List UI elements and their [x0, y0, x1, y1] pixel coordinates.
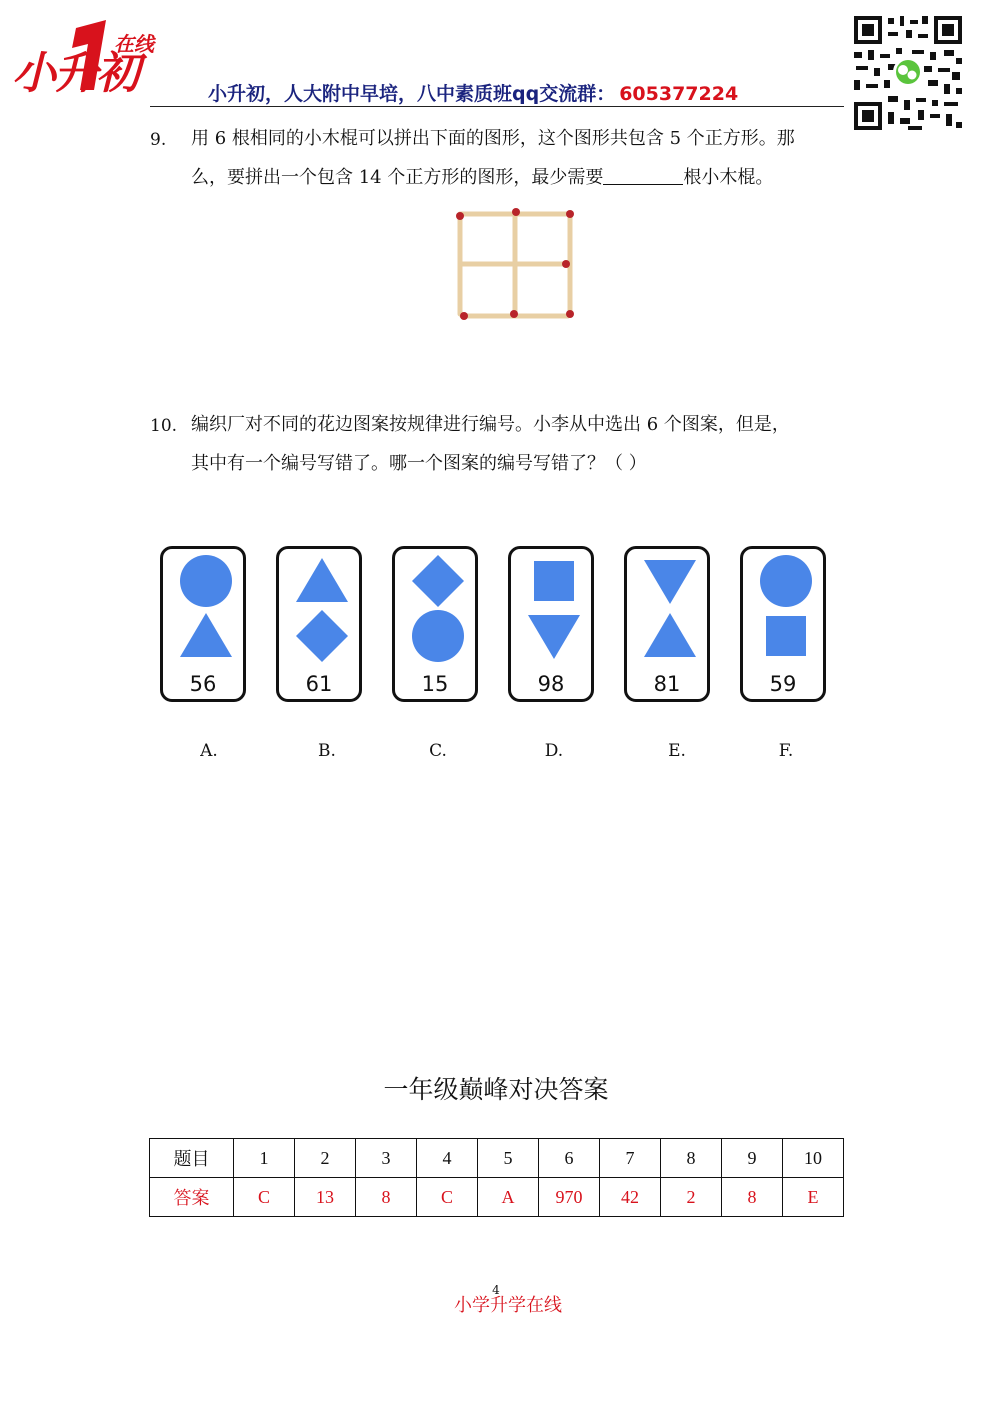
question-10-number: 10. [150, 416, 178, 436]
question-9-line-2-end: 根小木棍。 [683, 167, 774, 188]
option-label-e: E. [668, 741, 686, 761]
question-9-number: 9. [150, 130, 167, 150]
circle-shape [180, 555, 232, 607]
answer-blank[interactable] [603, 166, 683, 185]
question-cell: 5 [478, 1139, 539, 1178]
pattern-card[interactable] [508, 546, 594, 702]
header-divider [150, 106, 844, 107]
triangle-up-shape [644, 613, 696, 657]
card-code: 98 [537, 672, 565, 696]
card-shapes [511, 549, 591, 669]
triangle-up-shape [180, 613, 232, 657]
card-shapes [163, 549, 243, 669]
row-label-question: 题目 [150, 1139, 234, 1178]
option-label-a: A. [200, 741, 218, 761]
pattern-card[interactable] [160, 546, 246, 702]
question-cell: 2 [295, 1139, 356, 1178]
question-cell: 9 [722, 1139, 783, 1178]
pattern-card[interactable] [392, 546, 478, 702]
circle-shape [412, 610, 464, 662]
triangle-down-shape [528, 615, 580, 659]
question-cell: 3 [356, 1139, 417, 1178]
answer-cell: 8 [356, 1178, 417, 1217]
triangle-up-shape [296, 558, 348, 602]
answer-cell: C [417, 1178, 478, 1217]
answer-cell: A [478, 1178, 539, 1217]
answer-cell: 13 [295, 1178, 356, 1217]
question-9-line-2 [191, 166, 773, 190]
square-shape [766, 616, 806, 656]
option-label-f: F. [778, 741, 794, 761]
pattern-card[interactable] [276, 546, 362, 702]
card-code: 61 [305, 672, 333, 696]
option-label-b: B. [318, 741, 336, 761]
question-cell: 7 [600, 1139, 661, 1178]
card-shapes [279, 549, 359, 669]
card-shapes [627, 549, 707, 669]
table-row-answers [150, 1178, 844, 1217]
card-code: 59 [769, 672, 797, 696]
matchstick-figure [450, 202, 580, 326]
answer-cell: 8 [722, 1178, 783, 1217]
pattern-card[interactable] [740, 546, 826, 702]
answer-cell: E [783, 1178, 844, 1217]
answer-cell: 970 [539, 1178, 600, 1217]
card-code: 15 [421, 672, 449, 696]
question-cell: 1 [234, 1139, 295, 1178]
square-shape [534, 561, 574, 601]
header-banner [208, 82, 738, 106]
triangle-down-shape [644, 560, 696, 604]
question-cell: 10 [783, 1139, 844, 1178]
card-shapes [743, 549, 823, 669]
pattern-card[interactable] [624, 546, 710, 702]
page-number: 4 [492, 1283, 500, 1297]
card-code: 81 [653, 672, 681, 696]
banner-text: 小升初，人大附中早培，八中素质班qq交流群： [208, 83, 616, 105]
row-label-answer: 答案 [150, 1178, 234, 1217]
question-10-line-2: 其中有一个编号写错了。哪一个图案的编号写错了？（ ） [191, 453, 647, 474]
qr-code-icon [852, 14, 964, 132]
qq-number: 605377224 [619, 83, 739, 105]
option-label-d: D. [544, 741, 564, 761]
question-cell: 4 [417, 1139, 478, 1178]
table-row-questions [150, 1139, 844, 1178]
answer-cell: C [234, 1178, 295, 1217]
logo-text: 小升初 [12, 48, 138, 99]
question-9-line-1: 用 6 根相同的小木棍可以拼出下面的图形，这个图形共包含 5 个正方形。那 [191, 128, 795, 149]
answer-cell: 42 [600, 1178, 661, 1217]
logo-subtext: 在线 [114, 32, 154, 56]
card-code: 56 [189, 672, 217, 696]
answer-cell: 2 [661, 1178, 722, 1217]
question-cell: 8 [661, 1139, 722, 1178]
option-label-c: C. [429, 741, 447, 761]
circle-shape [760, 555, 812, 607]
answer-section-title: 一年级巅峰对决答案 [383, 1075, 609, 1104]
footer-site-name: 小学升学在线 [454, 1295, 562, 1316]
diamond-shape [296, 610, 348, 662]
card-shapes [395, 549, 475, 669]
question-10-line-1: 编织厂对不同的花边图案按规律进行编号。小李从中选出 6 个图案，但是， [191, 414, 790, 435]
answer-table [149, 1138, 844, 1217]
diamond-shape [412, 555, 464, 607]
question-cell: 6 [539, 1139, 600, 1178]
question-9-line-2-start: 么，要拼出一个包含 14 个正方形的图形，最少需要 [191, 167, 604, 188]
